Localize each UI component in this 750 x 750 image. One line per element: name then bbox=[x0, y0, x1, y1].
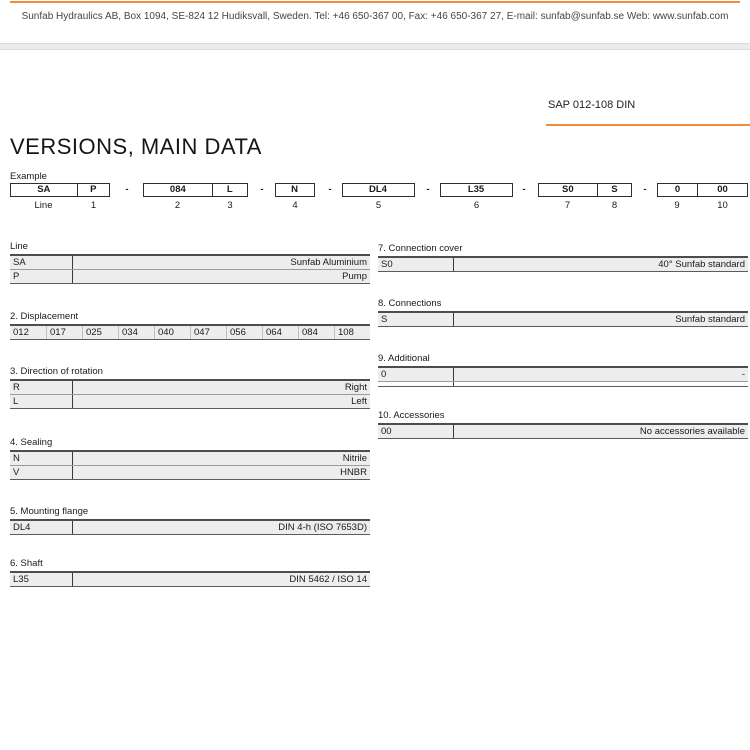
code-table bbox=[10, 571, 370, 587]
section-label: 3. Direction of rotation bbox=[10, 366, 103, 377]
table-row bbox=[378, 258, 748, 271]
section-label: 10. Accessories bbox=[378, 410, 445, 421]
code-box-l35: L35 bbox=[467, 184, 485, 195]
code-box-group-line bbox=[10, 183, 110, 197]
code-box-group-sealing bbox=[275, 183, 315, 197]
row-code: P bbox=[13, 271, 20, 282]
code-table bbox=[378, 366, 748, 387]
row-value: Right bbox=[72, 381, 370, 394]
row-code: L35 bbox=[13, 574, 29, 585]
section-mounting-flange bbox=[10, 506, 370, 535]
row-value: DIN 4-h (ISO 7653D) bbox=[72, 521, 370, 534]
page-title: VERSIONS, MAIN DATA bbox=[10, 134, 262, 159]
section-label: 7. Connection cover bbox=[378, 243, 463, 254]
table-row bbox=[378, 425, 748, 438]
table-row bbox=[10, 521, 370, 534]
code-separator: - bbox=[643, 184, 647, 195]
code-box-group-displacement bbox=[143, 183, 248, 197]
row-code: 00 bbox=[381, 426, 392, 437]
code-table bbox=[378, 423, 748, 439]
code-box-l: L bbox=[212, 184, 247, 196]
row-value: No accessories available bbox=[453, 425, 748, 438]
section-sealing bbox=[10, 437, 370, 480]
row-value: - bbox=[453, 368, 748, 381]
code-table bbox=[10, 379, 370, 409]
section-label: 8. Connections bbox=[378, 298, 442, 309]
displacement-value: 034 bbox=[118, 326, 154, 339]
row-value: HNBR bbox=[72, 466, 370, 479]
table-row bbox=[378, 368, 748, 381]
row-code: S bbox=[381, 314, 388, 325]
displacement-value: 064 bbox=[262, 326, 298, 339]
document-reference-underline bbox=[546, 124, 750, 126]
top-accent-rule bbox=[10, 1, 740, 3]
code-separator: - bbox=[522, 184, 526, 195]
code-table bbox=[378, 256, 748, 272]
section-connections bbox=[378, 298, 748, 327]
displacement-value: 012 bbox=[13, 327, 29, 338]
row-value: Nitrile bbox=[72, 452, 370, 465]
code-table bbox=[10, 450, 370, 480]
company-address: Sunfab Hydraulics AB, Box 1094, SE-824 12 Hudiksvall, Sweden. Tel: +46 650-367 00, Fax: +46 650-367 27, E-mail: sunfab@sunfab.se Web: www.sunfab.com bbox=[21, 11, 729, 22]
row-value: Sunfab Aluminium bbox=[72, 256, 370, 269]
code-box-p: P bbox=[77, 184, 109, 196]
displacement-value: 056 bbox=[226, 326, 262, 339]
line-number-label: 10 bbox=[717, 200, 728, 211]
code-box-group-cover bbox=[538, 183, 632, 197]
table-row bbox=[378, 313, 748, 326]
row-value: 40° Sunfab standard bbox=[453, 258, 748, 271]
code-box-00: 00 bbox=[697, 184, 747, 196]
section-rotation bbox=[10, 366, 370, 409]
section-label: 9. Additional bbox=[378, 353, 430, 364]
section-label: 5. Mounting flange bbox=[10, 506, 89, 517]
row-value: DIN 5462 / ISO 14 bbox=[72, 573, 370, 586]
section-shaft bbox=[10, 558, 370, 587]
table-row bbox=[10, 394, 370, 408]
table-row bbox=[10, 269, 370, 283]
line-number-label: 9 bbox=[674, 200, 680, 211]
code-separator: - bbox=[328, 184, 332, 195]
row-code: S0 bbox=[381, 259, 393, 270]
row-code: 0 bbox=[381, 369, 387, 380]
table-row bbox=[10, 573, 370, 586]
line-number-label: 4 bbox=[292, 200, 298, 211]
displacement-value: 040 bbox=[154, 326, 190, 339]
line-number-label: 6 bbox=[473, 200, 480, 211]
row-code: N bbox=[13, 453, 20, 464]
row-code: DL4 bbox=[13, 522, 31, 533]
row-value: Sunfab standard bbox=[453, 313, 748, 326]
empty-row bbox=[378, 381, 748, 386]
displacement-value: 017 bbox=[46, 326, 82, 339]
section-connection-cover bbox=[378, 243, 748, 272]
row-code: SA bbox=[13, 257, 26, 268]
code-separator: - bbox=[125, 184, 129, 195]
row-value: Left bbox=[72, 395, 370, 408]
section-label: 4. Sealing bbox=[10, 437, 53, 448]
line-number-label: 7 bbox=[564, 200, 571, 211]
code-separator: - bbox=[426, 184, 430, 195]
section-label: Line bbox=[10, 241, 28, 252]
code-box-dl4: DL4 bbox=[369, 184, 387, 195]
table-row bbox=[10, 452, 370, 465]
row-value: Pump bbox=[72, 270, 370, 283]
line-number-label: 8 bbox=[611, 200, 618, 211]
code-box-group-flange bbox=[342, 183, 415, 197]
code-box-n: N bbox=[291, 184, 298, 195]
table-row bbox=[10, 381, 370, 394]
section-displacement bbox=[10, 311, 370, 340]
code-separator: - bbox=[260, 184, 264, 195]
code-box-group-shaft bbox=[440, 183, 513, 197]
displacement-value: 025 bbox=[82, 326, 118, 339]
section-line bbox=[10, 241, 370, 284]
header-divider-band bbox=[0, 43, 750, 50]
section-label: 2. Displacement bbox=[10, 311, 79, 322]
code-box-084: 084 bbox=[169, 184, 186, 195]
line-number-label: 5 bbox=[375, 200, 382, 211]
displacement-value: 108 bbox=[334, 326, 370, 339]
displacement-value: 084 bbox=[298, 326, 334, 339]
row-code: R bbox=[13, 382, 20, 393]
code-table bbox=[10, 519, 370, 535]
table-row bbox=[10, 465, 370, 479]
code-table bbox=[10, 254, 370, 284]
displacement-value: 047 bbox=[190, 326, 226, 339]
example-label: Example bbox=[10, 171, 47, 182]
line-number-label: 2 bbox=[174, 200, 181, 211]
code-box-group-accessories bbox=[657, 183, 748, 197]
displacement-table bbox=[10, 324, 370, 340]
section-additional bbox=[378, 353, 748, 387]
code-box-sa: SA bbox=[37, 184, 51, 195]
line-number-label: Line bbox=[34, 200, 53, 211]
line-number-label: 1 bbox=[90, 200, 97, 211]
row-code: V bbox=[13, 467, 20, 478]
code-table bbox=[378, 311, 748, 327]
line-number-label: 3 bbox=[227, 200, 233, 211]
document-reference: SAP 012-108 DIN bbox=[548, 99, 636, 111]
code-box-s: S bbox=[597, 184, 631, 196]
code-box-0: 0 bbox=[674, 184, 681, 195]
section-accessories bbox=[378, 410, 748, 439]
row-value bbox=[453, 382, 748, 386]
table-row bbox=[10, 256, 370, 269]
row-code bbox=[378, 382, 453, 386]
code-box-s0: S0 bbox=[562, 184, 574, 195]
section-label: 6. Shaft bbox=[10, 558, 43, 569]
row-code: L bbox=[13, 396, 19, 407]
